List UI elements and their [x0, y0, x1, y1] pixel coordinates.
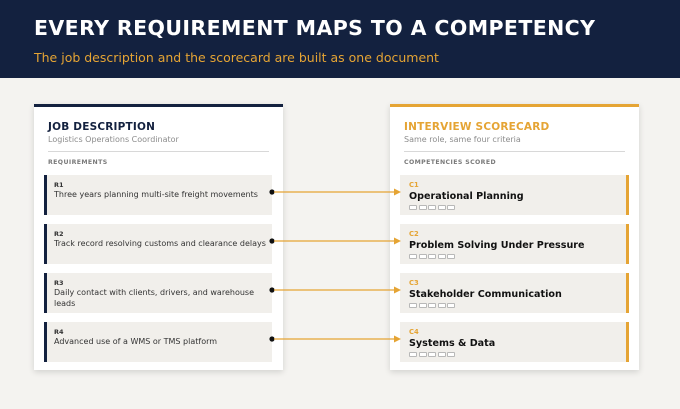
- page-title: EVERY REQUIREMENT MAPS TO A COMPETENCY: [34, 16, 596, 40]
- competency-card-c2: [400, 224, 629, 264]
- rating-box[interactable]: [447, 254, 455, 259]
- interview-scorecard-panel: [390, 104, 639, 370]
- competency-card-c3: [400, 273, 629, 313]
- requirement-card-r1: [44, 175, 272, 215]
- requirement-id: R1: [54, 181, 64, 189]
- requirement-id: R4: [54, 328, 64, 336]
- connector-r2-c2: [269, 238, 401, 245]
- requirement-text: Advanced use of a WMS or TMS platform: [54, 337, 218, 346]
- rating-box[interactable]: [447, 205, 455, 210]
- requirement-id: R3: [54, 279, 64, 287]
- competencies-label: COMPETENCIES SCORED: [404, 159, 497, 166]
- divider: [48, 151, 269, 152]
- rating-boxes: [409, 254, 455, 259]
- page-subtitle: The job description and the scorecard are built as one document: [34, 50, 439, 65]
- rating-box[interactable]: [438, 205, 446, 210]
- connector-r1-c1: [269, 189, 401, 196]
- rating-box[interactable]: [438, 254, 446, 259]
- rating-box[interactable]: [419, 254, 427, 259]
- rating-box[interactable]: [409, 254, 417, 259]
- connector-r3-c3: [269, 287, 401, 294]
- competency-name: Operational Planning: [409, 191, 524, 202]
- competency-name: Systems & Data: [409, 338, 496, 349]
- rating-boxes: [409, 303, 455, 308]
- competency-id: C2: [409, 230, 419, 238]
- requirement-text: Three years planning multi-site freight movements: [54, 190, 258, 199]
- job-role: Logistics Operations Coordinator: [48, 135, 179, 144]
- header-banner: [0, 0, 680, 78]
- rating-box[interactable]: [409, 352, 417, 357]
- competency-name: Stakeholder Communication: [409, 289, 562, 300]
- requirement-card-r4: [44, 322, 272, 362]
- rating-box[interactable]: [419, 352, 427, 357]
- competency-id: C3: [409, 279, 419, 287]
- rating-boxes: [409, 205, 455, 210]
- requirement-text: Daily contact with clients, drivers, and warehouse leads: [54, 288, 254, 308]
- connector-r4-c4: [269, 336, 401, 343]
- job-description-title: JOB DESCRIPTION: [48, 121, 156, 133]
- requirement-id: R2: [54, 230, 64, 238]
- divider: [404, 151, 625, 152]
- requirement-card-r3: [44, 273, 272, 313]
- rating-box[interactable]: [409, 303, 417, 308]
- rating-box[interactable]: [409, 205, 417, 210]
- scorecard-title: INTERVIEW SCORECARD: [404, 121, 550, 133]
- scorecard-subtitle: Same role, same four criteria: [404, 135, 521, 144]
- rating-box[interactable]: [428, 303, 436, 308]
- rating-box[interactable]: [447, 352, 455, 357]
- job-description-panel: [34, 104, 283, 370]
- requirement-text: Track record resolving customs and clearance delays: [54, 239, 266, 248]
- rating-boxes: [409, 352, 455, 357]
- rating-box[interactable]: [428, 254, 436, 259]
- rating-box[interactable]: [438, 352, 446, 357]
- rating-box[interactable]: [428, 205, 436, 210]
- rating-box[interactable]: [419, 205, 427, 210]
- competency-card-c4: [400, 322, 629, 362]
- competency-id: C4: [409, 328, 419, 336]
- rating-box[interactable]: [419, 303, 427, 308]
- competency-card-c1: [400, 175, 629, 215]
- rating-box[interactable]: [447, 303, 455, 308]
- rating-box[interactable]: [438, 303, 446, 308]
- competency-id: C1: [409, 181, 419, 189]
- requirements-label: REQUIREMENTS: [48, 159, 108, 166]
- competency-name: Problem Solving Under Pressure: [409, 240, 585, 251]
- requirement-card-r2: [44, 224, 272, 264]
- rating-box[interactable]: [428, 352, 436, 357]
